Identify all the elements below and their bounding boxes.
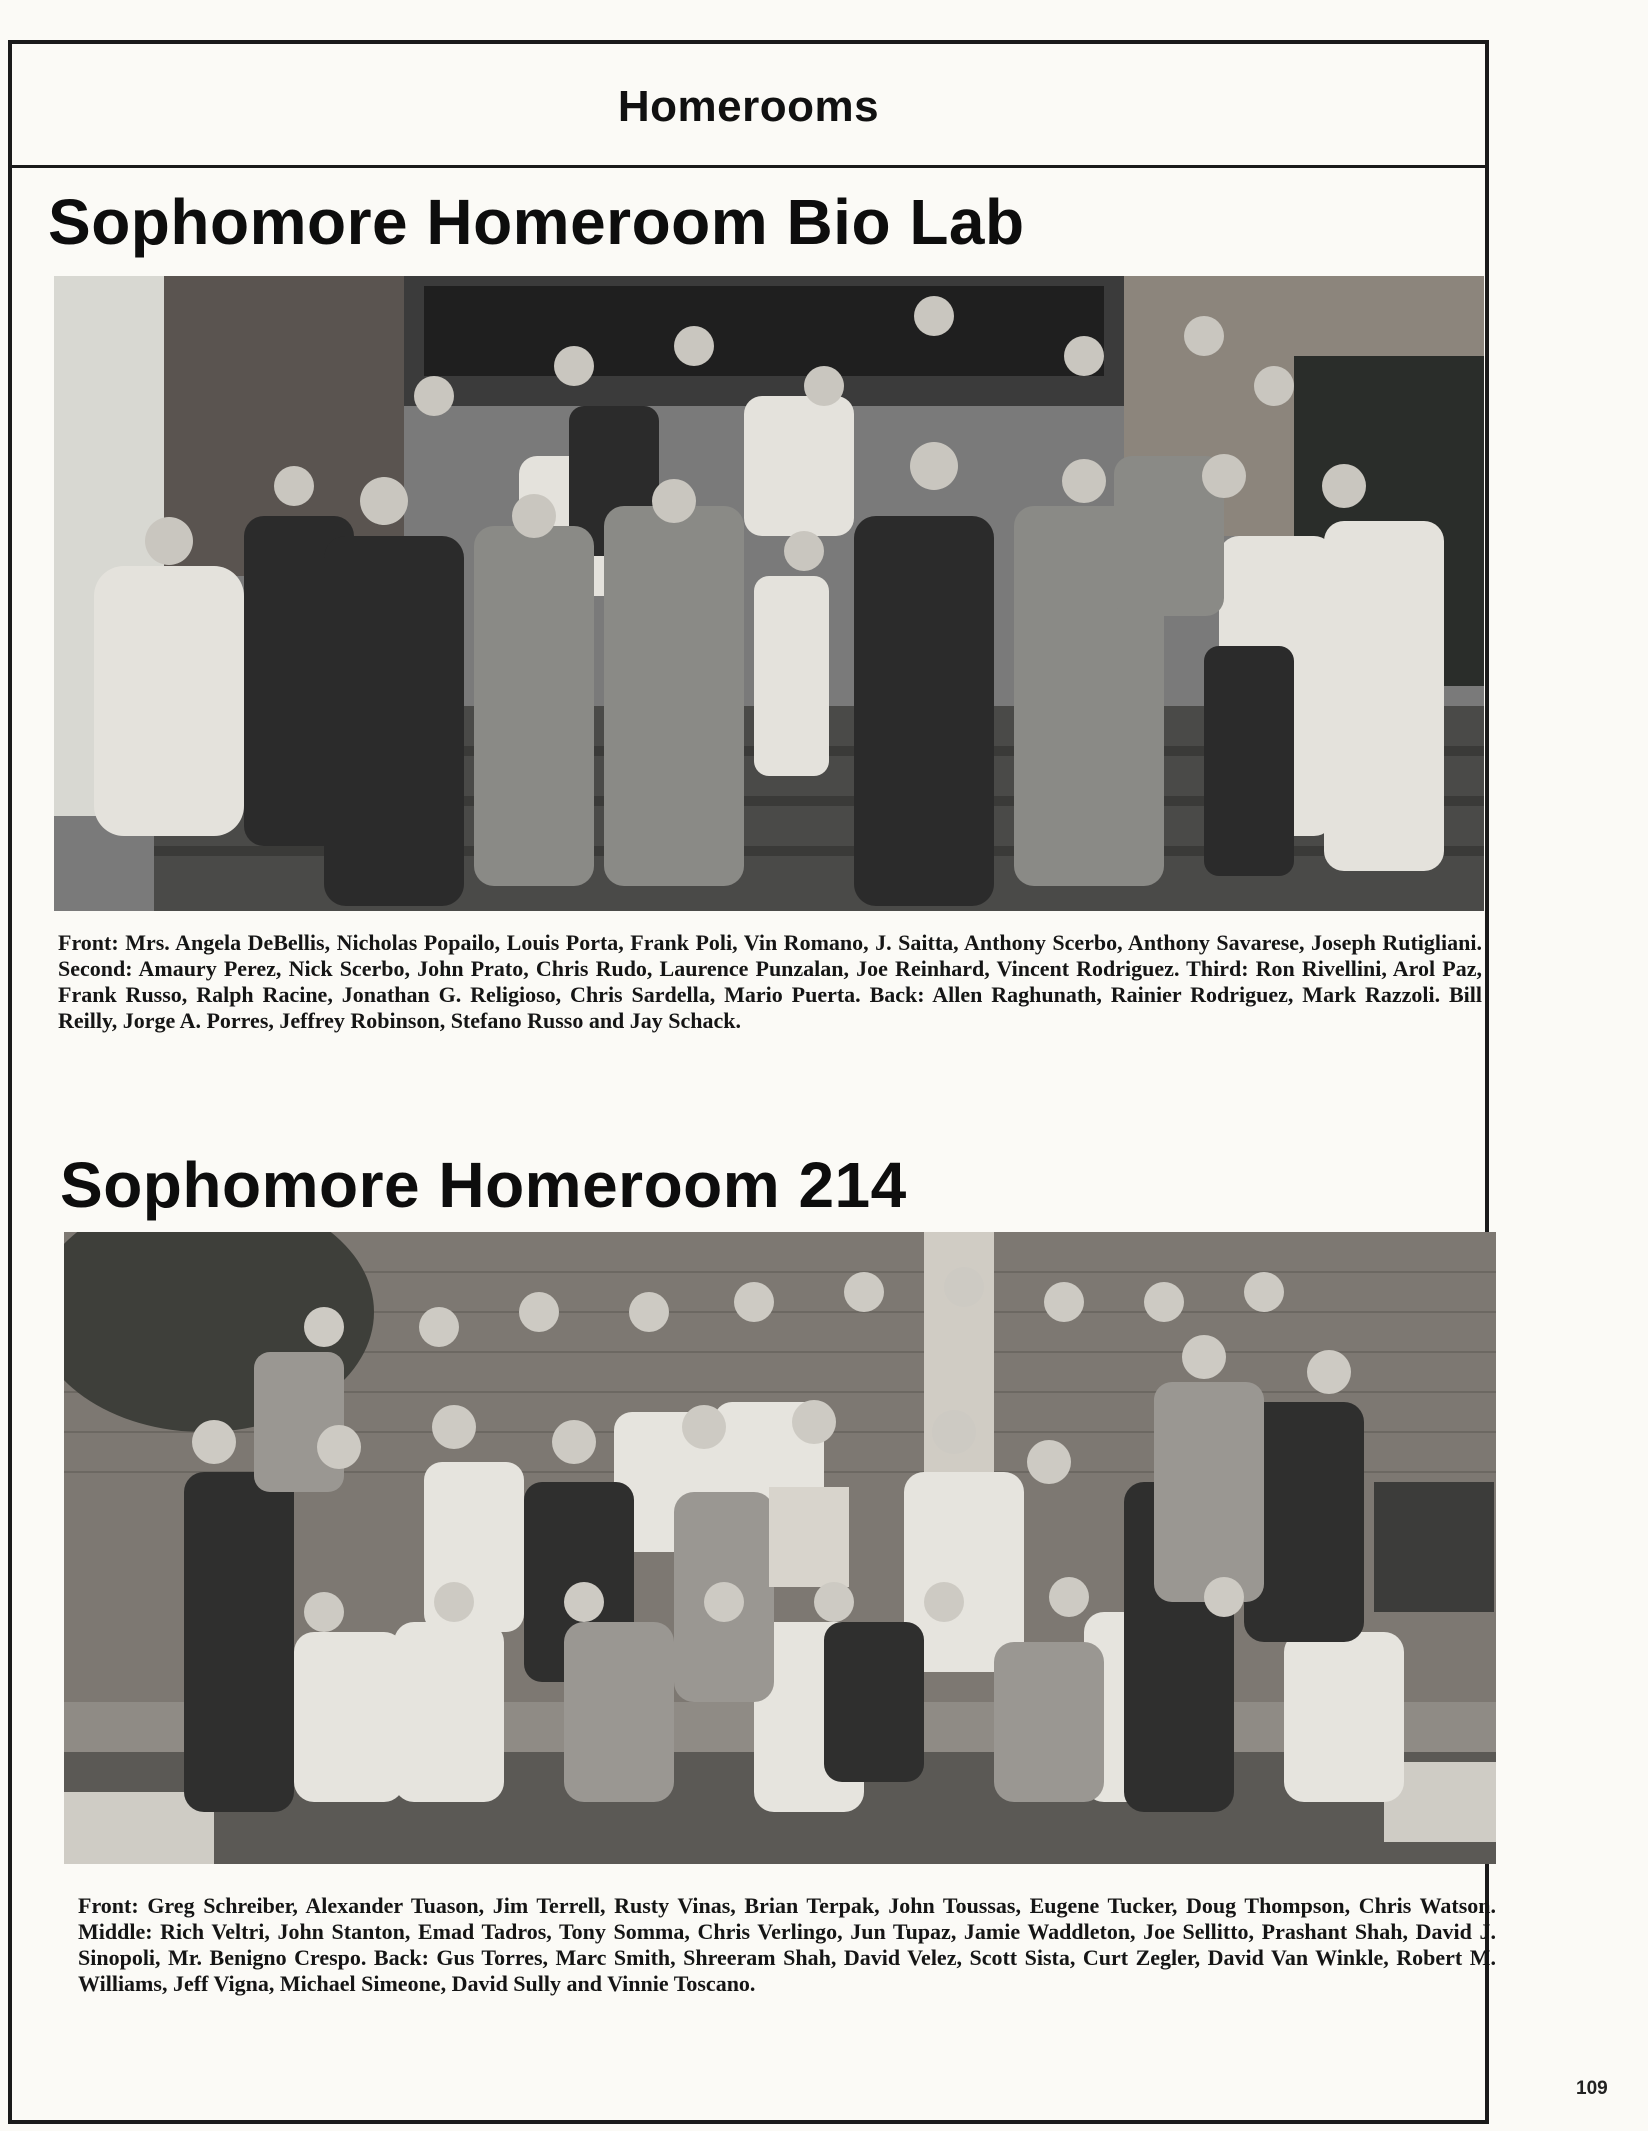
page-number: 109 [1576,2078,1608,2099]
class-photo-214 [64,1232,1496,1864]
class-photo-bio-lab [54,276,1484,911]
section-title-bio-lab: Sophomore Homeroom Bio Lab [48,186,1025,258]
caption-214: Front: Greg Schreiber, Alexander Tuason, Jim Terrell, Rusty Vinas, Brian Terpak, John Toussas, Eugene Tucker, Doug Thompson, Chris Watson. Middle: Rich Veltri, John Stanton, Emad Tadros, Tony Somma, Chris Verlingo, Jun Tupaz, Jamie Waddleton, Joe Sellitto, Prashant Shah, David J. Sinopoli, Mr. Benigno Crespo. Back: Gus Torres, Marc Smith, Shreeram Shah, David Velez, Scott Sista, Curt Zegler, David Van Winkle, Robert M. Williams, Jeff Vigna, Michael Simeone, David Sully and Vinnie Toscano. [78,1893,1496,1996]
header-band [8,40,1489,168]
section-title-214: Sophomore Homeroom 214 [60,1149,907,1221]
caption-bio-lab: Front: Mrs. Angela DeBellis, Nicholas Popailo, Louis Porta, Frank Poli, Vin Romano, J. Saitta, Anthony Scerbo, Anthony Savarese, Joseph Rutigliani. Second: Amaury Perez, Nick Scerbo, John Prato, Chris Rudo, Laurence Punzalan, Joe Reinhard, Vincent Rodriguez. Third: Ron Rivellini, Arol Paz, Frank Russo, Ralph Racine, Jonathan G. Religioso, Chris Sardella, Mario Puerta. Back: Allen Raghunath, Rainier Rodriguez, Mark Razzoli. Bill Reilly, Jorge A. Porres, Jeffrey Robinson, Stefano Russo and Jay Schack. [58,930,1482,1033]
page-header-title: Homerooms [617,82,880,131]
class-photo-214-illustration [64,1232,1496,1864]
class-photo-bio-lab-illustration [54,276,1484,911]
